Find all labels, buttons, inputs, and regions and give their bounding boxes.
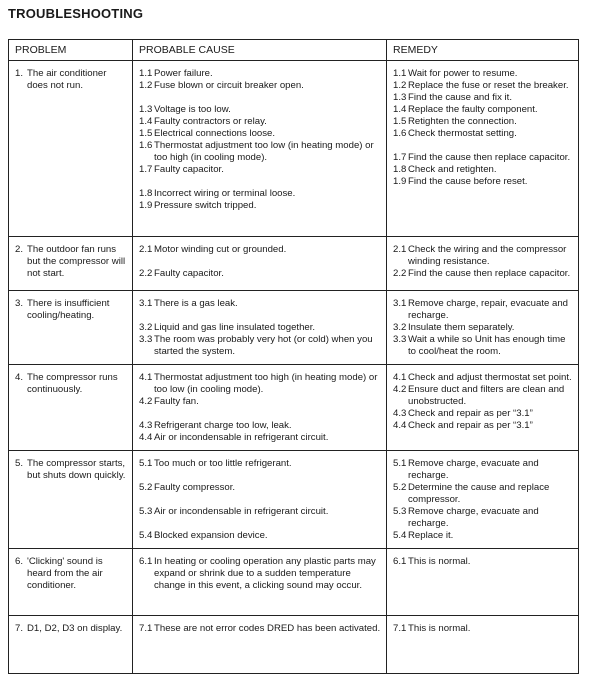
- problem-text: The compressor starts, but shuts down quickly.: [27, 458, 126, 481]
- remedy-cell: [387, 61, 579, 237]
- problem-item: [15, 556, 128, 592]
- cause-number: 1.2: [139, 80, 153, 91]
- cause-item: [139, 140, 382, 164]
- table-row: [9, 237, 579, 291]
- remedy-number: 5.2: [393, 482, 407, 493]
- cause-item: [139, 80, 382, 92]
- problem-text: 'Clicking' sound is heard from the air conditioner.: [27, 556, 103, 591]
- problem-item: [15, 298, 128, 322]
- remedy-item: [393, 530, 574, 542]
- table-body: [9, 61, 579, 674]
- cause-text: Pressure switch tripped.: [154, 200, 257, 211]
- problem-cell: [9, 616, 133, 674]
- table-row: [9, 451, 579, 549]
- remedy-item: [393, 298, 574, 322]
- cause-item: [139, 244, 382, 256]
- remedy-number: 1.5: [393, 116, 407, 127]
- problem-number: 2.: [15, 244, 24, 255]
- remedy-number: 6.1: [393, 556, 407, 567]
- troubleshooting-table: [8, 39, 579, 674]
- cause-item: [139, 420, 382, 432]
- remedy-item: [393, 506, 574, 530]
- remedy-text: Replace the faulty component.: [408, 104, 538, 115]
- cause-number: 1.9: [139, 200, 153, 211]
- cause-item: [139, 164, 382, 176]
- cause-item: [139, 128, 382, 140]
- cause-item: [139, 268, 382, 280]
- remedy-item: [393, 128, 574, 140]
- remedy-cell: [387, 365, 579, 451]
- remedy-number: 1.9: [393, 176, 407, 187]
- problem-cell: [9, 549, 133, 616]
- problem-cell: [9, 237, 133, 291]
- remedy-number: 5.4: [393, 530, 407, 541]
- cause-number: 1.8: [139, 188, 153, 199]
- cause-text: Too much or too little refrigerant.: [154, 458, 292, 469]
- remedy-text: Find the cause and fix it.: [408, 92, 512, 103]
- cause-text: Electrical connections loose.: [154, 128, 276, 139]
- remedy-text: Check and repair as per “3.1”: [408, 408, 533, 419]
- cause-number: 1.1: [139, 68, 153, 79]
- cause-item: [139, 482, 382, 494]
- remedy-item: [393, 482, 574, 506]
- remedy-cell: [387, 616, 579, 674]
- page-title: TROUBLESHOOTING: [8, 6, 144, 21]
- remedy-text: Remove charge, evacuate and recharge.: [408, 458, 539, 481]
- cause-text: Fuse blown or circuit breaker open.: [154, 80, 304, 91]
- cause-item: [139, 396, 382, 408]
- remedy-item: [393, 420, 574, 432]
- remedy-number: 2.1: [393, 244, 407, 255]
- cause-number: 4.1: [139, 372, 153, 383]
- cause-cell: [133, 237, 387, 291]
- table-row: [9, 291, 579, 365]
- cause-cell: [133, 451, 387, 549]
- cause-number: 6.1: [139, 556, 153, 567]
- cause-number: 2.2: [139, 268, 153, 279]
- problem-number: 5.: [15, 458, 24, 469]
- remedy-text: Check and adjust thermostat set point.: [408, 372, 572, 383]
- cause-number: 5.1: [139, 458, 153, 469]
- remedy-number: 1.2: [393, 80, 407, 91]
- cause-item: [139, 200, 382, 212]
- cause-text: These are not error codes DRED has been activated.: [154, 623, 381, 634]
- remedy-number: 3.1: [393, 298, 407, 309]
- remedy-item: [393, 372, 574, 384]
- remedy-item: [393, 164, 574, 176]
- problem-cell: [9, 61, 133, 237]
- cause-cell: [133, 365, 387, 451]
- cause-text: Faulty fan.: [154, 396, 199, 407]
- remedy-number: 2.2: [393, 268, 407, 279]
- remedy-cell: [387, 549, 579, 616]
- cause-number: 3.1: [139, 298, 153, 309]
- cause-text: The room was probably very hot (or cold) when you started the system.: [154, 334, 373, 357]
- problem-cell: [9, 291, 133, 365]
- cause-item: [139, 458, 382, 470]
- cause-number: 5.2: [139, 482, 153, 493]
- table-header-row: [9, 40, 579, 61]
- cause-cell: [133, 549, 387, 616]
- remedy-text: Find the cause before reset.: [408, 176, 528, 187]
- cause-cell: [133, 61, 387, 237]
- problem-item: [15, 623, 128, 635]
- header-problem: PROBLEM: [9, 40, 133, 61]
- remedy-item: [393, 408, 574, 420]
- remedy-text: Check the wiring and the compressor winding resistance.: [408, 244, 567, 267]
- remedy-item: [393, 244, 574, 268]
- remedy-number: 1.3: [393, 92, 407, 103]
- cause-item: [139, 530, 382, 542]
- remedy-text: Wait a while so Unit has enough time to cool/heat the room.: [408, 334, 566, 357]
- cause-item: [139, 556, 382, 592]
- cause-number: 1.6: [139, 140, 153, 151]
- cause-number: 1.3: [139, 104, 153, 115]
- problem-text: D1, D2, D3 on display.: [27, 623, 123, 634]
- remedy-number: 1.1: [393, 68, 407, 79]
- cause-number: 1.5: [139, 128, 153, 139]
- remedy-number: 4.4: [393, 420, 407, 431]
- remedy-item: [393, 152, 574, 164]
- cause-text: Faulty capacitor.: [154, 164, 224, 175]
- remedy-item: [393, 176, 574, 188]
- table-row: [9, 549, 579, 616]
- problem-number: 4.: [15, 372, 24, 383]
- cause-cell: [133, 616, 387, 674]
- remedy-cell: [387, 451, 579, 549]
- cause-cell: [133, 291, 387, 365]
- problem-item: [15, 372, 128, 396]
- remedy-number: 1.4: [393, 104, 407, 115]
- remedy-text: Ensure duct and filters are clean and unobstructed.: [408, 384, 565, 407]
- remedy-number: 5.3: [393, 506, 407, 517]
- cause-number: 2.1: [139, 244, 153, 255]
- remedy-item: [393, 68, 574, 80]
- cause-text: Faulty capacitor.: [154, 268, 224, 279]
- cause-text: Thermostat adjustment too low (in heating mode) or too high (in cooling mode).: [154, 140, 374, 163]
- remedy-number: 3.2: [393, 322, 407, 333]
- cause-item: [139, 432, 382, 444]
- remedy-text: Retighten the connection.: [408, 116, 517, 127]
- remedy-number: 5.1: [393, 458, 407, 469]
- table-row: [9, 365, 579, 451]
- cause-item: [139, 334, 382, 358]
- cause-text: Motor winding cut or grounded.: [154, 244, 287, 255]
- remedy-item: [393, 80, 574, 92]
- cause-number: 1.4: [139, 116, 153, 127]
- cause-number: 5.3: [139, 506, 153, 517]
- remedy-number: 4.1: [393, 372, 407, 383]
- remedy-text: This is normal.: [408, 623, 471, 634]
- remedy-number: 3.3: [393, 334, 407, 345]
- table-row: [9, 616, 579, 674]
- remedy-text: Insulate them separately.: [408, 322, 515, 333]
- cause-text: Refrigerant charge too low, leak.: [154, 420, 292, 431]
- cause-item: [139, 298, 382, 310]
- cause-number: 4.3: [139, 420, 153, 431]
- remedy-text: Find the cause then replace capacitor.: [408, 152, 571, 163]
- header-remedy: REMEDY: [387, 40, 579, 61]
- remedy-number: 7.1: [393, 623, 407, 634]
- cause-number: 5.4: [139, 530, 153, 541]
- remedy-text: Check and retighten.: [408, 164, 497, 175]
- problem-item: [15, 68, 128, 92]
- remedy-item: [393, 322, 574, 334]
- remedy-number: 1.8: [393, 164, 407, 175]
- remedy-text: Check and repair as per “3.1”: [408, 420, 533, 431]
- problem-text: The compressor runs continuously.: [27, 372, 118, 395]
- cause-text: Air or incondensable in refrigerant circuit.: [154, 432, 329, 443]
- table-row: [9, 61, 579, 237]
- cause-number: 1.7: [139, 164, 153, 175]
- remedy-text: Replace it.: [408, 530, 454, 541]
- remedy-text: Remove charge, evacuate and recharge.: [408, 506, 539, 529]
- problem-text: The outdoor fan runs but the compressor will not start.: [27, 244, 126, 279]
- remedy-number: 4.3: [393, 408, 407, 419]
- cause-text: Faulty contractors or relay.: [154, 116, 267, 127]
- cause-text: There is a gas leak.: [154, 298, 238, 309]
- problem-number: 6.: [15, 556, 24, 567]
- remedy-item: [393, 384, 574, 408]
- problem-text: There is insufficient cooling/heating.: [27, 298, 110, 321]
- problem-cell: [9, 365, 133, 451]
- cause-number: 4.4: [139, 432, 153, 443]
- remedy-text: This is normal.: [408, 556, 471, 567]
- cause-number: 3.3: [139, 334, 153, 345]
- remedy-number: 4.2: [393, 384, 407, 395]
- problem-number: 3.: [15, 298, 24, 309]
- remedy-text: Wait for power to resume.: [408, 68, 518, 79]
- remedy-text: Determine the cause and replace compressor.: [408, 482, 550, 505]
- remedy-cell: [387, 291, 579, 365]
- remedy-item: [393, 116, 574, 128]
- problem-item: [15, 458, 128, 482]
- cause-number: 3.2: [139, 322, 153, 333]
- remedy-cell: [387, 237, 579, 291]
- cause-item: [139, 372, 382, 396]
- problem-number: 7.: [15, 623, 24, 634]
- cause-item: [139, 116, 382, 128]
- cause-text: In heating or cooling operation any plastic parts may expand or shrink due to a sudden temperature change in this event, a clicking sound may occur.: [154, 556, 376, 591]
- cause-item: [139, 623, 382, 635]
- problem-cell: [9, 451, 133, 549]
- remedy-text: Find the cause then replace capacitor.: [408, 268, 571, 279]
- cause-text: Blocked expansion device.: [154, 530, 268, 541]
- cause-number: 4.2: [139, 396, 153, 407]
- problem-number: 1.: [15, 68, 24, 79]
- cause-text: Liquid and gas line insulated together.: [154, 322, 316, 333]
- cause-text: Faulty compressor.: [154, 482, 236, 493]
- remedy-item: [393, 334, 574, 358]
- remedy-number: 1.6: [393, 128, 407, 139]
- remedy-item: [393, 268, 574, 280]
- cause-text: Voltage is too low.: [154, 104, 231, 115]
- cause-text: Power failure.: [154, 68, 213, 79]
- remedy-item: [393, 623, 574, 635]
- cause-item: [139, 506, 382, 518]
- cause-text: Thermostat adjustment too high (in heating mode) or too low (in cooling mode).: [154, 372, 378, 395]
- remedy-item: [393, 458, 574, 482]
- remedy-number: 1.7: [393, 152, 407, 163]
- header-probable-cause: PROBABLE CAUSE: [133, 40, 387, 61]
- cause-text: Air or incondensable in refrigerant circuit.: [154, 506, 329, 517]
- cause-text: Incorrect wiring or terminal loose.: [154, 188, 296, 199]
- cause-number: 7.1: [139, 623, 153, 634]
- cause-item: [139, 104, 382, 116]
- cause-item: [139, 188, 382, 200]
- cause-item: [139, 68, 382, 80]
- remedy-text: Remove charge, repair, evacuate and recharge.: [408, 298, 568, 321]
- remedy-item: [393, 104, 574, 116]
- cause-item: [139, 322, 382, 334]
- problem-text: The air conditioner does not run.: [27, 68, 107, 91]
- remedy-item: [393, 92, 574, 104]
- remedy-text: Check thermostat setting.: [408, 128, 517, 139]
- remedy-item: [393, 556, 574, 568]
- problem-item: [15, 244, 128, 280]
- remedy-text: Replace the fuse or reset the breaker.: [408, 80, 569, 91]
